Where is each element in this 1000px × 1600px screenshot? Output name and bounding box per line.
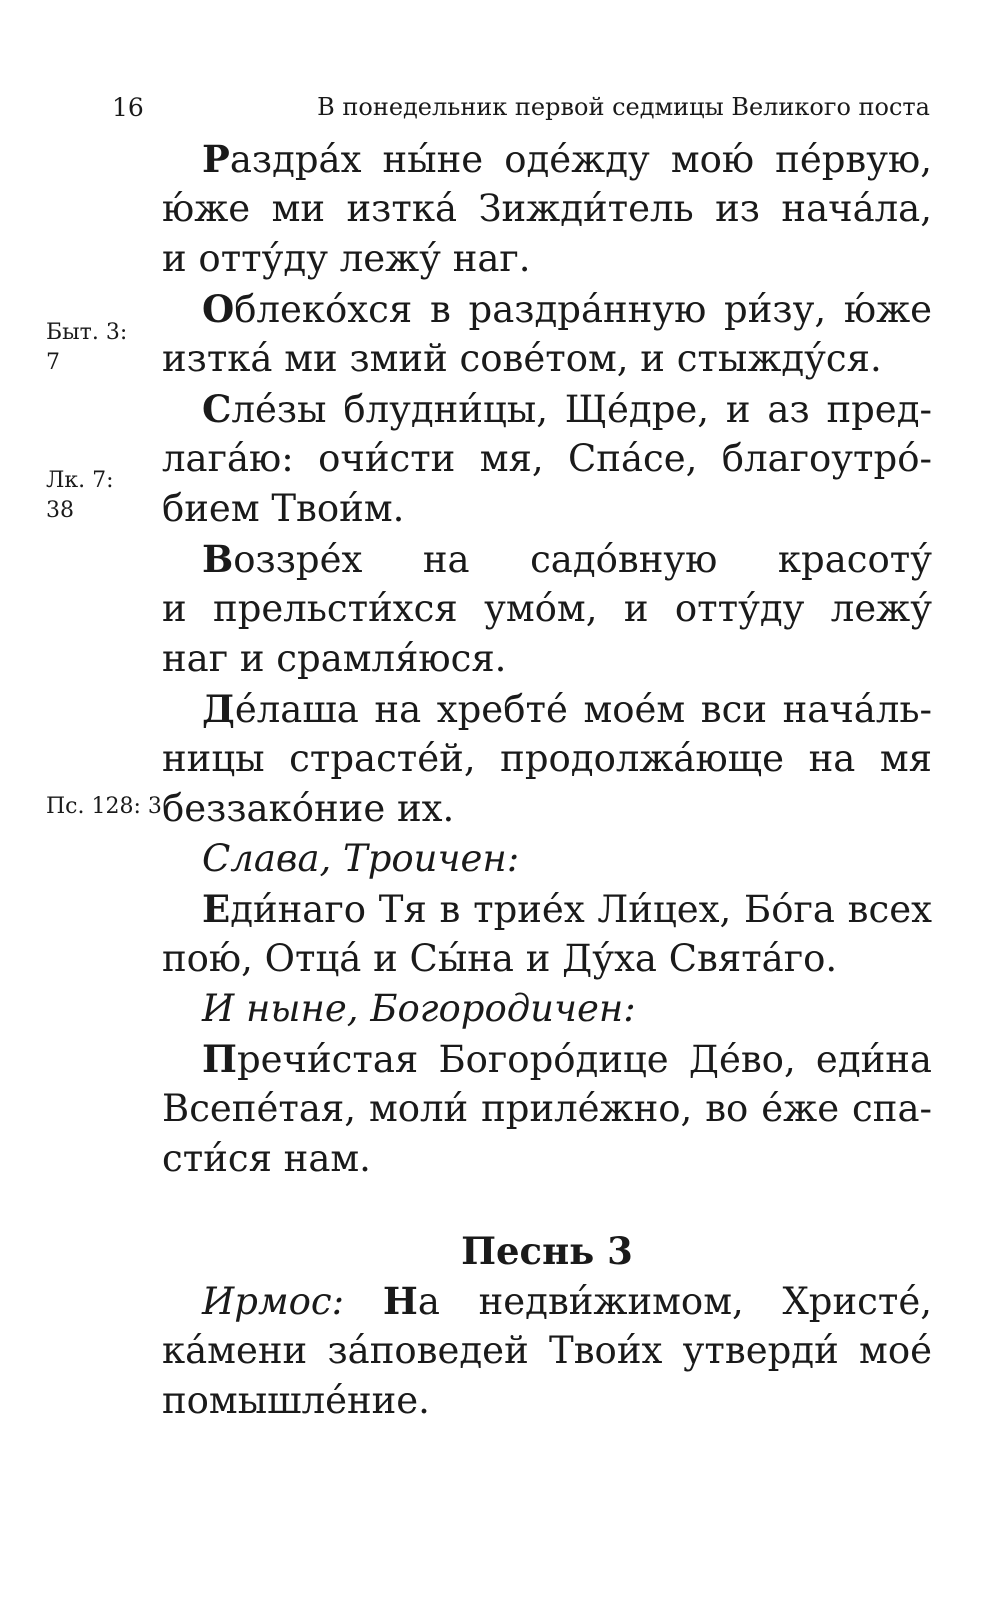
- text-body: [162, 134, 932, 1184]
- drop-initial: Д: [202, 687, 235, 731]
- text-line: Ирмос: На недви́жимом, Христе́,: [202, 1279, 933, 1323]
- text-line: изтка́ ми змий сове́том, и стыжду́ся.: [162, 337, 882, 380]
- text-line: и отту́ду лежу́ наг.: [162, 237, 531, 280]
- text-line: Всепе́тая, моли́ приле́жно, во е́же спа-: [162, 1087, 932, 1130]
- drop-initial: П: [202, 1037, 237, 1081]
- margin-ref-line: Быт. 3:: [46, 320, 128, 345]
- rubric-glory: Слава, Троичен:: [202, 837, 520, 880]
- drop-initial: Е: [202, 887, 231, 931]
- text-line: Еди́наго Тя в трие́х Ли́цех, Бо́га всех: [202, 887, 932, 931]
- troparion-trinity: [162, 884, 932, 984]
- text-line: Де́лаша на хребте́ мое́м вси нача́ль-: [202, 687, 932, 731]
- troparion-2: [162, 284, 932, 384]
- margin-ref-luke: [46, 466, 114, 526]
- troparion-theotokion: [162, 1034, 932, 1184]
- troparion-1: [162, 134, 932, 284]
- page-number: 16: [112, 93, 144, 122]
- drop-initial: В: [202, 537, 234, 581]
- text-line: ю́же ми изтка́ Зижди́тель из нача́ла,: [162, 187, 932, 230]
- drop-initial: Н: [382, 1279, 418, 1323]
- text-line: бием Твои́м.: [162, 487, 405, 530]
- running-title: В понедельник первой седмицы Великого поста: [317, 93, 930, 121]
- text-line: сти́ся нам.: [162, 1137, 371, 1180]
- margin-ref-gen: [46, 318, 127, 378]
- drop-initial: О: [202, 287, 235, 331]
- text-line: Пречи́стая Богоро́дице Де́во, еди́на: [202, 1037, 932, 1081]
- drop-initial: С: [202, 387, 232, 431]
- irmos: [162, 1276, 932, 1426]
- margin-ref-line: Лк. 7:: [46, 468, 114, 493]
- troparion-5: [162, 684, 932, 834]
- margin-ref-ps: Пс. 128: 3: [46, 794, 162, 819]
- text-line: Воззре́х на садо́вную красоту́: [202, 537, 932, 581]
- text-line: Раздра́х ны́не оде́жду мою́ пе́рвую,: [202, 137, 932, 181]
- text-line: беззако́ние их.: [162, 787, 455, 830]
- drop-initial: Р: [202, 137, 230, 181]
- margin-ref-line: 38: [46, 498, 74, 523]
- rubric-theotokion: И ныне, Богородичен:: [202, 987, 636, 1030]
- text-line: ка́мени за́поведей Твои́х утверди́ мое́: [162, 1329, 932, 1372]
- text-line: пою́, Отца́ и Сы́на и Ду́ха Свята́го.: [162, 937, 838, 980]
- text-line: помышле́ние.: [162, 1379, 430, 1422]
- text-line: Сле́зы блудни́цы, Ще́дре, и аз пред-: [202, 387, 932, 431]
- irmos-label: Ирмос:: [202, 1280, 345, 1323]
- text-line: ницы страсте́й, продолжа́юще на мя: [162, 737, 932, 780]
- text-line: Облеко́хся в раздра́нную ри́зу, ю́же: [202, 287, 932, 331]
- troparion-3: [162, 384, 932, 534]
- margin-ref-line: 7: [46, 350, 60, 375]
- text-line: лага́ю: очи́сти мя, Спа́се, благоутро́-: [162, 437, 932, 480]
- ode-heading: Песнь 3: [461, 1229, 633, 1273]
- text-line: и прельсти́хся умо́м, и отту́ду лежу́: [162, 587, 932, 630]
- troparion-4: [162, 534, 932, 684]
- text-line: наг и срамля́юся.: [162, 637, 507, 680]
